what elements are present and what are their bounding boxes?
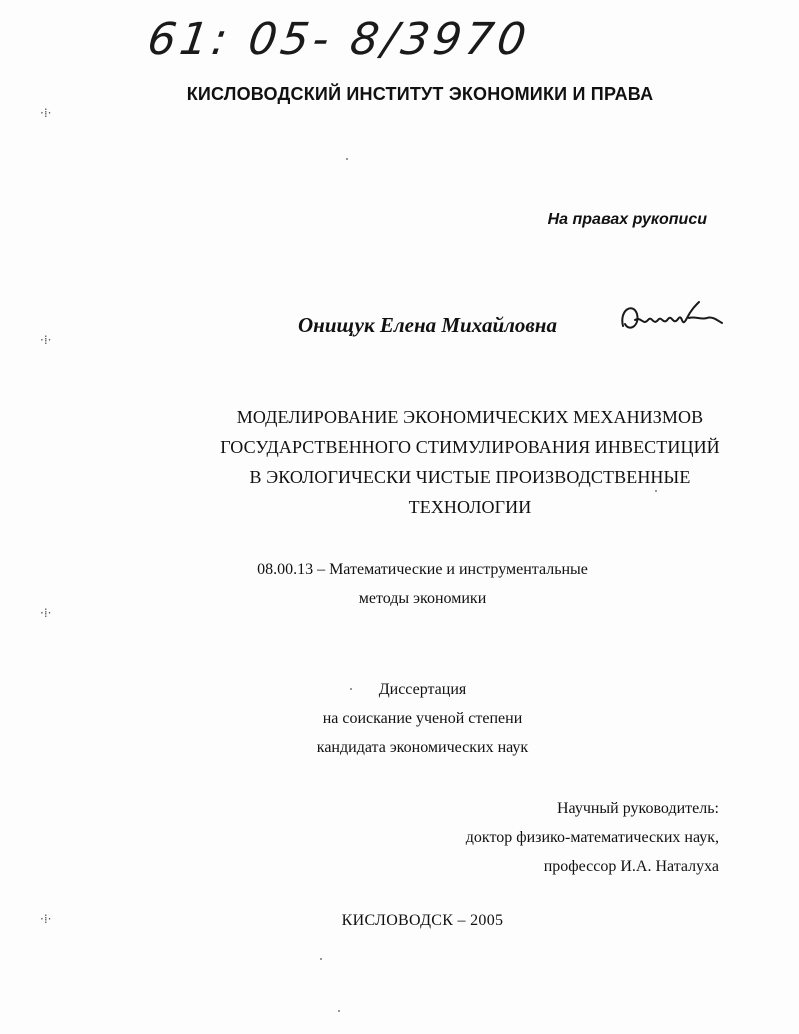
- scientific-supervisor: [466, 794, 719, 881]
- scan-mark: ·⁞·: [40, 106, 52, 120]
- scan-mark: ·⁞·: [40, 912, 52, 926]
- title-line: ГОСУДАРСТВЕННОГО СТИМУЛИРОВАНИЯ ИНВЕСТИЦИЙ: [220, 437, 720, 457]
- degree-line: Диссертация: [378, 681, 467, 698]
- handwritten-catalog-code: 61: 05- 8/3970: [144, 14, 534, 65]
- scan-speck: [320, 958, 322, 960]
- supervisor-line: профессор И.А. Наталуха: [543, 858, 719, 875]
- scan-speck: [346, 158, 348, 160]
- specialty-line: 08.00.13 – Математические и инструментальные: [257, 561, 588, 578]
- scan-mark: ·⁞·: [40, 333, 52, 347]
- scan-mark: ·⁞·: [40, 606, 52, 620]
- scan-speck: [350, 688, 352, 690]
- institute-name: КИСЛОВОДСКИЙ ИНСТИТУТ ЭКОНОМИКИ И ПРАВА: [186, 84, 654, 104]
- signature-icon: [615, 296, 725, 340]
- scan-speck: [655, 490, 657, 492]
- dissertation-title: [150, 402, 790, 522]
- title-line: МОДЕЛИРОВАНИЕ ЭКОНОМИЧЕСКИХ МЕХАНИЗМОВ: [236, 407, 704, 427]
- supervisor-line: доктор физико-математических наук,: [465, 829, 719, 846]
- author-name: Онищук Елена Михайловна: [298, 313, 557, 337]
- manuscript-rights-note: На правах рукописи: [547, 211, 707, 228]
- specialty-code: [150, 555, 695, 613]
- degree-statement: [250, 675, 595, 762]
- title-line: В ЭКОЛОГИЧЕСКИ ЧИСТЫЕ ПРОИЗВОДСТВЕННЫЕ: [249, 467, 691, 487]
- degree-line: на соискание ученой степени: [322, 710, 523, 727]
- specialty-line: методы экономики: [358, 590, 487, 607]
- supervisor-line: Научный руководитель:: [556, 800, 719, 817]
- title-line: ТЕХНОЛОГИИ: [408, 497, 532, 517]
- degree-line: кандидата экономических наук: [316, 739, 529, 756]
- scan-speck: [338, 1010, 340, 1012]
- city-year: КИСЛОВОДСК – 2005: [341, 912, 504, 929]
